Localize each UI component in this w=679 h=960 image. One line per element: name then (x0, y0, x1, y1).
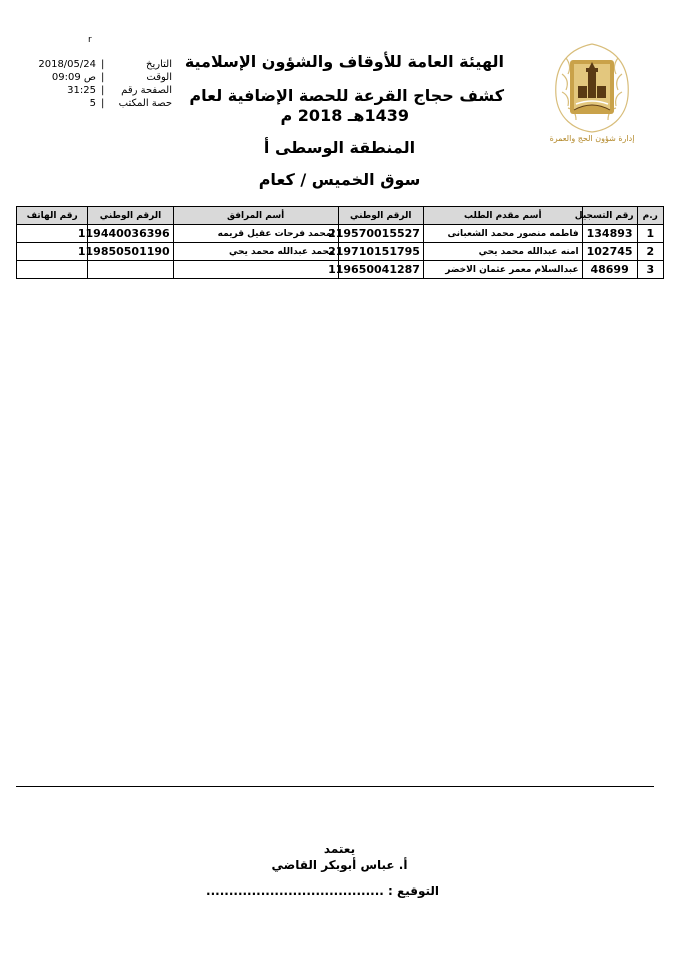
meta-row-quota (24, 97, 174, 110)
pilgrims-table (16, 206, 664, 279)
cell-registration: 48699 (582, 261, 637, 279)
meta-row-time (24, 71, 174, 84)
meta-quota-label: حصة المكتب (118, 98, 172, 109)
signature-label: التوقيع : (388, 884, 439, 898)
approver-name: أ. عباس أبوبكر القاضي (271, 858, 408, 872)
cell-national-id: 219710151795 (338, 243, 423, 261)
footer-divider (16, 786, 654, 787)
cell-applicant: فاطمه منصور محمد الشعبانى (423, 225, 582, 243)
meta-page-label: الصفحة رقم (121, 85, 172, 96)
meta-page-value: 31:25 (67, 85, 96, 96)
cell-national-id: 119650041287 (338, 261, 423, 279)
signature-dots: ....................................... (206, 884, 384, 898)
cell-registration: 134893 (582, 225, 637, 243)
cell-companion: امحمد فرحات عقيل قريمه (173, 225, 338, 243)
cell-applicant: عبدالسلام معمر عثمان الاخضر (423, 261, 582, 279)
meta-row-date (24, 58, 174, 71)
table-header-row (17, 207, 664, 225)
meta-time-label: الوقت (146, 72, 172, 83)
meta-date-label: التاريخ (146, 59, 172, 70)
cell-companion (173, 261, 338, 279)
organization-name: الهيئة العامة للأوقاف والشؤون الإسلامية (184, 52, 504, 71)
cell-companion-national-id: 119440036396 (88, 225, 173, 243)
meta-separator: | (101, 85, 105, 96)
cell-companion-national-id: 119850501190 (88, 243, 173, 261)
cell-serial: 2 (637, 243, 663, 261)
table-row (17, 243, 664, 261)
column-header-phone: رقم الهاتف (17, 207, 88, 225)
office-title: سوق الخميس / كعام (258, 170, 421, 189)
table-row (17, 225, 664, 243)
report-meta (24, 36, 174, 110)
column-header-companion-national-id: الرقم الوطني (88, 207, 173, 225)
column-header-applicant: أسم مقدم الطلب (423, 207, 582, 225)
cell-registration: 102745 (582, 243, 637, 261)
cell-national-id: 219570015527 (338, 225, 423, 243)
logo-caption: إدارة شؤون الحج والعمرة (549, 134, 635, 143)
meta-time-value: 09:09 ص (51, 72, 96, 83)
meta-row-page (24, 84, 174, 97)
meta-separator: | (101, 98, 105, 109)
cell-serial: 3 (637, 261, 663, 279)
meta-separator: | (101, 72, 105, 83)
column-header-national-id: الرقم الوطني (338, 207, 423, 225)
meta-separator: | (101, 59, 105, 70)
table-row (17, 261, 664, 279)
meta-date-value: 2018/05/24 (38, 59, 96, 70)
approval-label: يعتمد (323, 842, 356, 856)
region-title: المنطقة الوسطى أ (263, 138, 416, 157)
meta-quota-value: 5 (89, 98, 96, 109)
column-header-serial: ر.م (637, 207, 663, 225)
corner-mark: r (88, 35, 92, 45)
cell-serial: 1 (637, 225, 663, 243)
report-title: كشف حجاج القرعة للحصة الإضافية لعام (189, 86, 504, 105)
cell-applicant: امنه عبدالله محمد يحي (423, 243, 582, 261)
cell-companion-national-id (88, 261, 173, 279)
cell-companion: محمد عبدالله محمد يحي (173, 243, 338, 261)
report-year: 1439هـ 2018 م (280, 106, 409, 125)
column-header-registration: رقم التسجيل (582, 207, 637, 225)
signature-line (206, 884, 439, 898)
column-header-companion: أسم المرافق (173, 207, 338, 225)
cell-phone (17, 261, 88, 279)
